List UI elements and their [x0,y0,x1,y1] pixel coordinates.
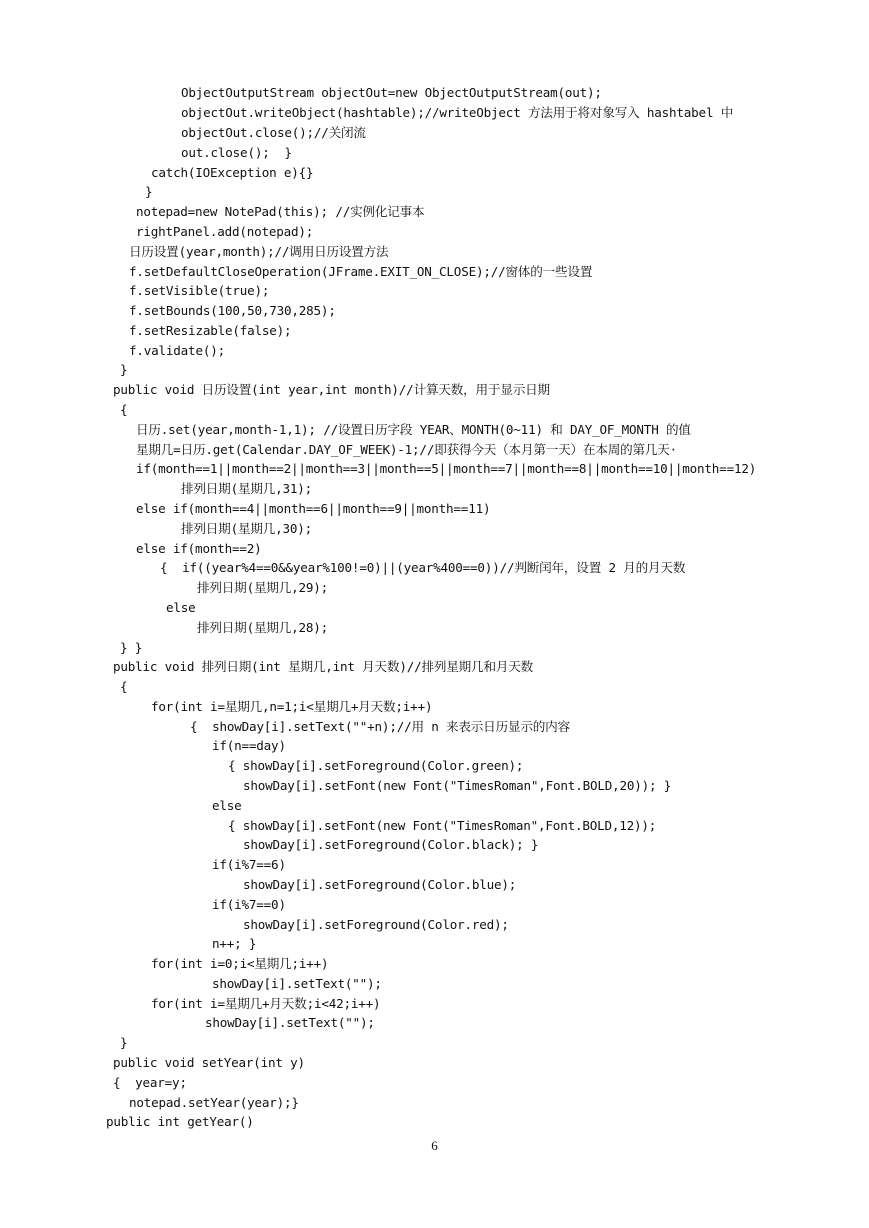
page-number: 6 [431,1138,438,1153]
code-line: else [166,600,196,615]
code-line: { showDay[i].setForeground(Color.green); [228,758,524,773]
code-line: f.setDefaultCloseOperation(JFrame.EXIT_ON_CLOSE);//窗体的一些设置 [129,264,593,279]
code-line: } [120,1035,128,1050]
code-line: { year=y; [113,1075,187,1090]
code-line: { [120,402,128,417]
code-line: public void 排列日期(int 星期几,int 月天数)//排列星期几和月天数 [113,659,534,674]
code-line: { showDay[i].setText(""+n);//用 n 来表示日历显示的内容 [190,719,570,734]
code-line: else if(month==4||month==6||month==9||month==11) [136,501,491,516]
code-line: else if(month==2) [136,541,262,556]
code-line: for(int i=星期几+月天数;i<42;i++) [151,996,381,1011]
code-line: f.setBounds(100,50,730,285); [129,303,336,318]
code-line: showDay[i].setFont(new Font("TimesRoman",Font.BOLD,20)); } [243,778,672,793]
code-line: for(int i=0;i<星期几;i++) [151,956,329,971]
code-line: public int getYear() [106,1114,254,1129]
code-line: public void 日历设置(int year,int month)//计算天数，用于显示日期 [113,382,550,397]
code-line: showDay[i].setText(""); [205,1015,375,1030]
code-line: if(i%7==0) [212,897,286,912]
code-line: 排列日期(星期几,30); [181,521,313,536]
code-line: if(i%7==6) [212,857,286,872]
code-line: } [145,184,153,199]
code-line: { [120,679,128,694]
code-line: public void setYear(int y) [113,1055,305,1070]
code-line: showDay[i].setForeground(Color.blue); [243,877,517,892]
code-line: { if((year%4==0&&year%100!=0)||(year%400==0))//判断闰年，设置 2 月的月天数 [160,560,686,575]
code-line: 星期几=日历.get(Calendar.DAY_OF_WEEK)-1;//即获得今天（本月第一天）在本周的第几天· [136,442,678,457]
code-line: rightPanel.add(notepad); [136,224,314,239]
code-line: 排列日期(星期几,29); [197,580,329,595]
code-line: showDay[i].setForeground(Color.black); } [243,837,539,852]
code-line: else [212,798,242,813]
code-line: out.close(); } [181,145,292,160]
code-line: if(month==1||month==2||month==3||month==5||month==7||month==8||month==10||month==12) [136,461,757,476]
code-line: f.setVisible(true); [129,283,270,298]
code-line: notepad=new NotePad(this); //实例化记事本 [136,204,425,219]
code-line: f.setResizable(false); [129,323,292,338]
code-line: n++; } [212,936,257,951]
code-line: catch(IOException e){} [151,165,314,180]
code-line: 排列日期(星期几,31); [181,481,313,496]
code-line: objectOut.writeObject(hashtable);//writeObject 方法用于将对象写入 hashtabel 中 [181,105,734,120]
code-line: { showDay[i].setFont(new Font("TimesRoman",Font.BOLD,12)); [228,818,657,833]
code-line: if(n==day) [212,738,286,753]
code-line: } } [120,640,143,655]
code-line: ObjectOutputStream objectOut=new ObjectOutputStream(out); [181,85,602,100]
code-line: notepad.setYear(year);} [129,1095,299,1110]
code-line: 日历设置(year,month);//调用日历设置方法 [129,244,389,259]
code-line: 日历.set(year,month-1,1); //设置日历字段 YEAR、MONTH(0~11) 和 DAY_OF_MONTH 的值 [136,422,691,437]
code-line: } [120,362,128,377]
code-line: for(int i=星期几,n=1;i<星期几+月天数;i++) [151,699,433,714]
code-line: objectOut.close();//关闭流 [181,125,366,140]
code-line: showDay[i].setText(""); [212,976,382,991]
code-line: 排列日期(星期几,28); [197,620,329,635]
code-line: showDay[i].setForeground(Color.red); [243,917,509,932]
code-line: f.validate(); [129,343,225,358]
